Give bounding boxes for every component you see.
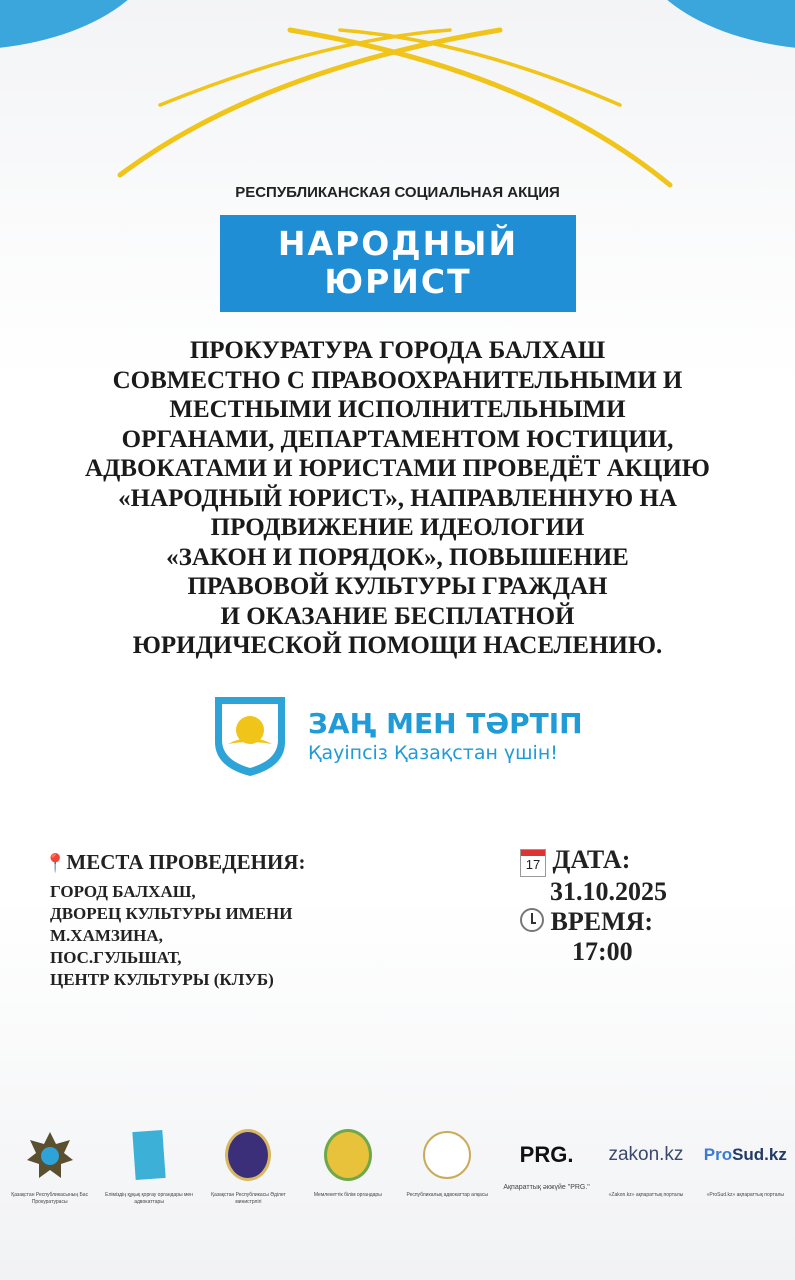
campaign-banner: [220, 215, 576, 312]
prosecutor-star-icon: [25, 1130, 75, 1180]
text-line: ОРГАНАМИ, ДЕПАРТАМЕНТОМ ЮСТИЦИИ,: [121, 425, 674, 453]
text-line: АДВОКАТАМИ И ЮРИСТАМИ ПРОВЕДЁТ АКЦИЮ: [85, 455, 710, 482]
text-line: И ОКАЗАНИЕ БЕСПЛАТНОЙ: [220, 602, 575, 630]
logo-prosud: Pro Sud.kz «ProSud.kz» ақпараттық порталы: [700, 1130, 790, 1199]
time-label: ВРЕМЯ:: [550, 907, 654, 936]
text-line: СОВМЕСТНО С ПРАВООХРАНИТЕЛЬНЫМИ И: [112, 366, 683, 394]
logo-justice: [203, 1130, 293, 1206]
partner-logos: [0, 1130, 795, 1206]
announcement-text: [0, 336, 795, 661]
logo-caption: Ақпараттық әкжүйе "PRG.": [503, 1184, 590, 1191]
time-value: 17:00: [572, 937, 633, 966]
logo-caption: Қазақстан Республикасы Әділет министрлігі: [211, 1192, 286, 1205]
venue-line: М.ХАМЗИНА,: [50, 926, 163, 945]
location-pin-icon: 📍: [44, 853, 67, 873]
logo-prosecutor: [5, 1130, 95, 1206]
logo-zan-book: [104, 1130, 194, 1206]
date-time-block: [520, 845, 667, 967]
text-line: ПРОДВИЖЕНИЕ ИДЕОЛОГИИ: [210, 514, 585, 541]
logo-caption: Еліміздің құқық қорғау органдары мен адвокаттары: [105, 1192, 193, 1205]
bar-association-icon: [423, 1131, 471, 1179]
text-line: ПРОКУРАТУРА ГОРОДА БАЛХАШ: [189, 337, 606, 364]
text-line: ЮРИДИЧЕСКОЙ ПОМОЩИ НАСЕЛЕНИЮ.: [132, 632, 663, 659]
date-label: ДАТА:: [552, 845, 631, 874]
logo-caption: Республикалық адвокаттар алқасы: [406, 1192, 488, 1198]
text-line: МЕСТНЫМИ ИСПОЛНИТЕЛЬНЫМИ: [169, 396, 626, 423]
zan-men-tartip-logo: [210, 692, 583, 778]
logo-caption: Мемлекеттік білім органдары: [313, 1192, 382, 1198]
logo-caption: «ProSud.kz» ақпараттық порталы: [706, 1192, 784, 1198]
venue-line: ГОРОД БАЛХАШ,: [50, 882, 196, 901]
shield-emblem-icon: [210, 692, 290, 778]
text-line: ПРАВОВОЙ КУЛЬТУРЫ ГРАЖДАН: [187, 573, 608, 600]
golden-arcs-decoration: [0, 0, 795, 200]
zan-book-icon: [132, 1130, 165, 1180]
logo-zakon: zakon.kz «Zakon.kz» ақпараттық порталы: [601, 1130, 691, 1199]
logo-caption: «Zakon.kz» ақпараттық порталы: [608, 1192, 684, 1198]
venue-line: ПОС.ГУЛЬШАТ,: [50, 948, 182, 967]
zan-slogan: Қауіпсіз Қазақстан үшін!: [308, 741, 558, 764]
logo-bar: [402, 1130, 492, 1199]
venue-block: [44, 850, 305, 991]
venue-line: ДВОРЕЦ КУЛЬТУРЫ ИМЕНИ: [50, 904, 293, 923]
logo-prg: PRG. Ақпараттық әкжүйе "PRG.": [503, 1142, 590, 1191]
text-line: «ЗАКОН И ПОРЯДОК», ПОВЫШЕНИЕ: [166, 543, 629, 571]
banner-line: ЮРИСТ: [324, 262, 472, 301]
logo-state-emblem: [303, 1130, 393, 1199]
text-line: «НАРОДНЫЙ ЮРИСТ», НАПРАВЛЕННУЮ НА: [118, 484, 677, 512]
campaign-subtitle: РЕСПУБЛИКАНСКАЯ СОЦИАЛЬНАЯ АКЦИЯ: [235, 184, 560, 201]
logo-caption: Қазақстан Республикасының Бас Прокуратурасы: [11, 1192, 89, 1205]
justice-emblem-icon: [225, 1129, 271, 1181]
date-value: 31.10.2025: [550, 877, 667, 906]
banner-line: НАРОДНЫЙ: [277, 224, 519, 263]
venue-heading: МЕСТА ПРОВЕДЕНИЯ:: [66, 850, 306, 874]
clock-icon: [520, 908, 544, 932]
state-emblem-icon: [324, 1129, 372, 1181]
venue-line: ЦЕНТР КУЛЬТУРЫ (КЛУБ): [50, 970, 274, 989]
calendar-icon: 17: [520, 849, 546, 877]
zan-title: ЗАҢ МЕН ТӘРТІП: [308, 706, 583, 740]
